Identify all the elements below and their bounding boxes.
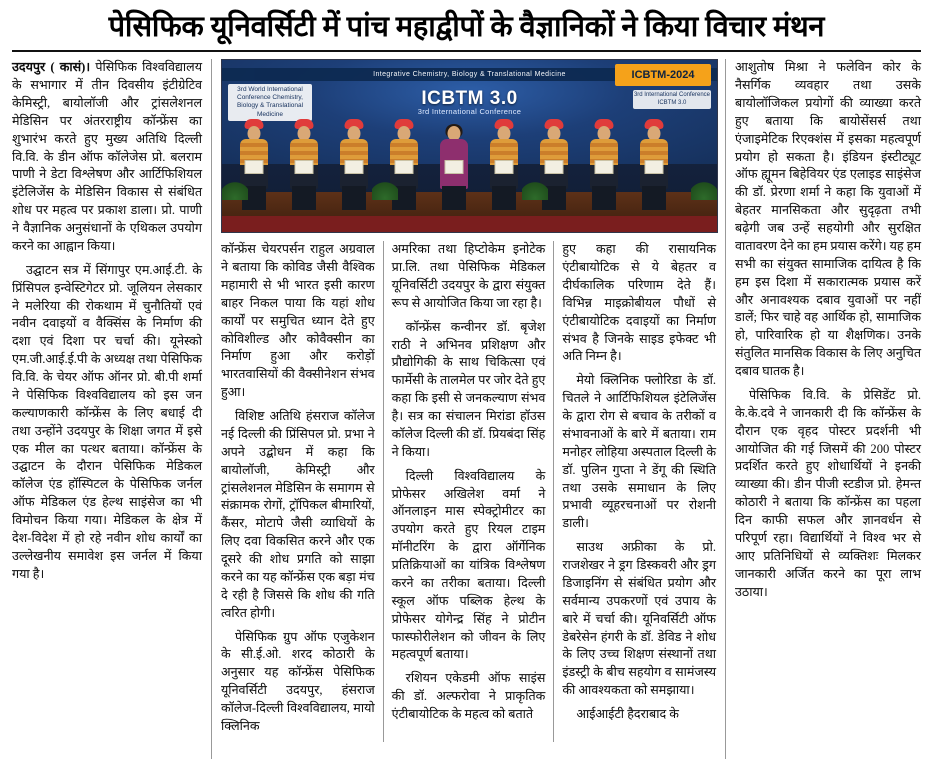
conference-photo [221,59,718,233]
article-columns [12,59,925,759]
column-right [725,59,925,759]
paragraph: आशुतोष मिश्रा ने फलेविन कोर के नैसर्गिक व्यवहार तथा उसके बायोलॉजिकल प्रयोगों की व्याख्या करते हुए बताया कि बायोसेंसर्स तथा एंजाइमेटिक रिएक्शंस में इसका महत्वपूर्ण प्रयोग हो सकता है। इंडियन इंस्टीट्यूट ऑफ ह्यूमन बिहेवियर एंड एलाइड साइंसेज की डॉ. प्रेरणा शर्मा ने कहा कि युवाओं में बेहतर मानसिकता और सुदृढ़ता तभी बढ़ेगी जब उन्हें सहयोगी और सुरक्षित वातावरण देने का हम प्रयास करेंगे। यह हम सभी का संयुक्त सामाजिक दायित्व है कि हम इस दिशा में सकारात्मक प्रयास करें और अनावश्यक दबाव युवाओं पर नहीं डालें; फिर चाहे वह आर्थिक हो, सामाजिक हो, पारिवारिक हो या शैक्षणिक। उनके संतुलित मानसिक विकास के लिए अनुचित दबाव घातक है। [735,60,925,379]
people-row [222,114,717,210]
paragraph: रशियन एकेडमी ऑफ साइंस की डॉ. अल्फरोवा ने प्राकृतिक एंटीबायोटिक के महत्व को बताते [391,671,549,722]
paragraph: कॉन्फ्रेंस कन्वीनर डॉ. बृजेश राठी ने अभिनव प्रशिक्षण और प्रौद्योगिकी के साथ चिकित्सा एवं फार्मेसी के तालमेल पर जोर देते हुए कहा कि इसी से जनकल्याण संभव है। सत्र का संचालन मिरांडा हॉउस कॉलेज दिल्ली की डॉ. प्रियबंदा सिंह ने किया। [391,319,549,459]
paragraph: उद्घाटन सत्र में सिंगापुर एम.आई.टी. के प्रिंसिपल इन्वेस्टिगेटर प्रो. जूलियन लेसकार ने मलेरिया की रोकथाम में चुनौतियों एवं नवीन दवाइयों व वैक्सिंस के निर्माण की दशा एवं दिशा पर चर्चा की। यूनेस्को एम.जी.आई.ई.पी के अध्यक्ष तथा पेसिफिक वि.वि. के चेयर ऑफ ऑनर प्रो. बी.पी शर्मा ने पेसिफिक विश्वविद्यालय को इस जन कल्याणकारी कॉन्फ्रेंस के लिए बधाई दी तथा उन्होंने उदयपुर के शिक्षा जगत में इसे एक मील का पत्थर बताया। कॉन्फ्रेंस के उद्घाटन के दौरान पेसिफिक मेडिकल कॉलेज एंड हॉस्पिटल के पेसिफिक जर्नल ऑफ मेडिकल एंड हेल्थ साइंसेज का भी विमोचन किया गया। मेडिकल के क्षेत्र में देश-विदेश में हो रहे नवीन शोध कार्यों का उल्लेखनीय समावेश इस जर्नल में किया गया है। [12,262,206,581]
column-middle-left [221,241,384,742]
certificate [345,160,364,174]
column-middle-center [384,241,555,742]
decorative-plant [372,178,398,200]
column-left [12,59,212,759]
paragraph: मेयो क्लिनिक फ्लोरिडा के डॉ. चितले ने आर्टिफिशियल इंटेलिजेंस के द्वारा रोग से बचाव के तरीकों व संभावनाओं के बारे में बताया। राम मनोहर लोहिया अस्पताल दिल्ली के डॉ. पुलिन गुप्ता ने डेंगू की स्थिति तथा उसके समाधान के लिए प्रभावी व्यूहरचनाओं पर रोशनी डाली। [562,373,720,531]
person-figure [584,118,624,210]
certificate [395,160,414,174]
legs [592,186,616,210]
certificate [545,160,564,174]
paragraph: विशिष्ट अतिथि हंसराज कॉलेज नई दिल्ली की प्रिंसिपल प्रो. प्रभा ने अपने उद्बोधन में कहा कि बायोलॉजी, केमिस्ट्री और ट्रांसलेशनल मेडिसिन के समागम से संक्रामक रोगों, ट्रॉपिकल बीमारियों, कैंसर, मोटापे जैसी व्याधियों के लिए दवा विकसित करने और एक दूसरे की शोध प्रगति को साझा करने का यह कॉन्फ्रेंस एक बड़ा मंच दे रही है जिससे कि शोध की गति त्वरित होगी। [221,409,378,620]
certificate [595,160,614,174]
paragraph: अमरिका तथा हिप्टोकेम इनोटेक प्रा.लि. तथा पेसिफिक मेडिकल यूनिवर्सिटी उदयपुर के द्वारा संयुक्त रूप से आयोजित किया जा रहा है। [391,242,549,310]
banner-secondary-badge-text: 3rd International Conference ICBTM 3.0 [633,90,711,109]
paragraph: कॉन्फ्रेंस चेयरपर्सन राहुल अग्रवाल ने बताया कि कोविड जैसी वैश्विक महामारी से भी भारत इसी कारण बाहर निकल पाया कि यहां शोध कार्यों पर समुचित ध्यान देते हुए कोविशील्ड और कोवैक्सीन का निर्माण हुआ और करोड़ों भारतवासियों की वैक्सीनेशन संभव हुआ। [221,242,378,400]
paragraph: पेसिफिक वि.वि. के प्रेसिडेंट प्रो. के.के.दवे ने जानकारी दी कि कॉन्फ्रेंस के दौरान एक वृहद पोस्टर प्रदर्शनी भी आयोजित की गई जिसमें की 200 पोस्टर प्रदर्शित करते हुए शोधार्थियों ने इनकी व्याख्या की। डीन पीजी स्टडीज प्रो. हेमन्त कोठारी ने बताया कि कॉन्फ्रेंस का पहला दिन काफी सफल और ज्ञानवर्धन से परिपूर्ण रहा। विद्यार्थियों ने विश्व भर से आए प्रतिनिधियों से व्यक्तिशः मिलकर जानकारी अर्जित करने का पूरा लाभ उठाया। [735,387,925,599]
dateline: उदयपुर ( कासं)। [12,60,91,75]
middle-subcolumns [221,241,720,742]
stage-carpet [222,216,717,232]
certificate [645,160,664,174]
paragraph: आईआईटी हैदराबाद के [576,707,679,722]
legs [292,186,316,210]
paragraph [12,59,206,256]
decorative-plant [222,178,248,200]
banner-left-badge-text: 3rd World International Conference Chemistry, Biology & Translational Medicine [228,84,312,121]
paragraph-text: पेसिफिक विश्वविद्यालय के सभागार में तीन दिवसीय इंटीग्रेटिव केमिस्ट्री, बायोलॉजी और ट्रांसलेशनल मेडिसिन पर अंतरराष्ट्रीय कॉन्फ्रेंस का शुभारंभ करते हुए मुख्य अतिथि दिल्ली वि.वि. के डीन ऑफ कॉलेजेस प्रो. बलराम पाणी ने डेटा विश्लेषण और आर्टिफिशियल इंटेलिजेंस के मेडिसिन विकास से संबंधित शोध पर महत्व पर प्रकाश डाला। प्रो. पाणी ने वैज्ञानिक अनुसंधानों के एथिकल उपयोग करने का आह्वान किया। [12,60,206,253]
decorative-plant [691,178,717,200]
person-figure [484,118,524,210]
certificate [295,160,314,174]
legs [492,186,516,210]
paragraph: साउथ अफ्रीका के प्रो. राजशेखर ने ड्रग डिस्कवरी और ड्रग डिजाइनिंग से संबंधित प्रयोग और सर्वमान्य उपकरणों एवं उपाय के बारे में चर्चा की। यूनिवर्सिटी ऑफ डेबरेसेन हंगरी के डॉ. डेविड ने शोध के लिए उच्च शिक्षण संस्थानों तथा इंडस्ट्री के बीच सहयोग व सामंजस्य की आवश्यकता को समझाया। [562,540,720,698]
paragraph: हुए कहा की रासायनिक एंटीबायोटिक से ये बेहतर व दीर्घकालिक परिणाम देते हैं। विभिन्न माइक्रोबीयल पौधों से एंटीबायोटिक दवाइयों का निर्माण संभव है जिनके साइड इफेक्ट भी अति निम्न है। [562,242,720,364]
page-title: पेसिफिक यूनिवर्सिटी में पांच महाद्वीपों के वैज्ञानिकों ने किया विचार मंथन [108,11,825,43]
certificate [445,160,464,174]
column-middle-right [554,241,720,742]
paragraph: पेसिफिक ग्रुप ऑफ एजुकेशन के सी.ई.ओ. शरद कोठारी के अनुसार यह कॉन्फ्रेंस पेसिफिक यूनिवर्सिटी उदयपुर, हंसराज कॉलेज-दिल्ली विश्वविद्यालय, मायो क्लिनिक [221,629,378,733]
column-middle [212,59,725,759]
banner-subtitle-text: 3rd International Conference [417,107,522,117]
paragraph: दिल्ली विश्वविद्यालय के प्रोफेसर अखिलेश वर्मा ने ऑनलाइन मास स्पेक्ट्रोमीटर का उपयोग करते हुए रियल टाइम मॉनीटरिंग के द्वारा ऑर्गेनिक प्रतिक्रियाओं का यांत्रिक विश्लेषण करने का तरीका बताया। दिल्ली स्कूल ऑफ पब्लिक हेल्थ के प्रोफेसर योगेन्द्र सिंह ने प्रोटीन फास्फोरीलेशन को जीवन के लिए महत्वपूर्ण बताया। [391,468,549,662]
legs [342,186,366,210]
legs [442,186,466,210]
certificate [245,160,264,174]
person-figure [434,118,474,210]
person-figure [284,118,324,210]
person-figure [334,118,374,210]
banner-strip-text: Integrative Chemistry, Biology & Translational Medicine [222,68,717,81]
decorative-plant [522,178,548,200]
banner-title-text: ICBTM 3.0 [421,88,518,110]
headline-container [12,10,921,52]
person-figure [634,118,674,210]
legs [642,186,666,210]
banner-right-badge-text: ICBTM-2024 [615,64,711,86]
certificate [495,160,514,174]
